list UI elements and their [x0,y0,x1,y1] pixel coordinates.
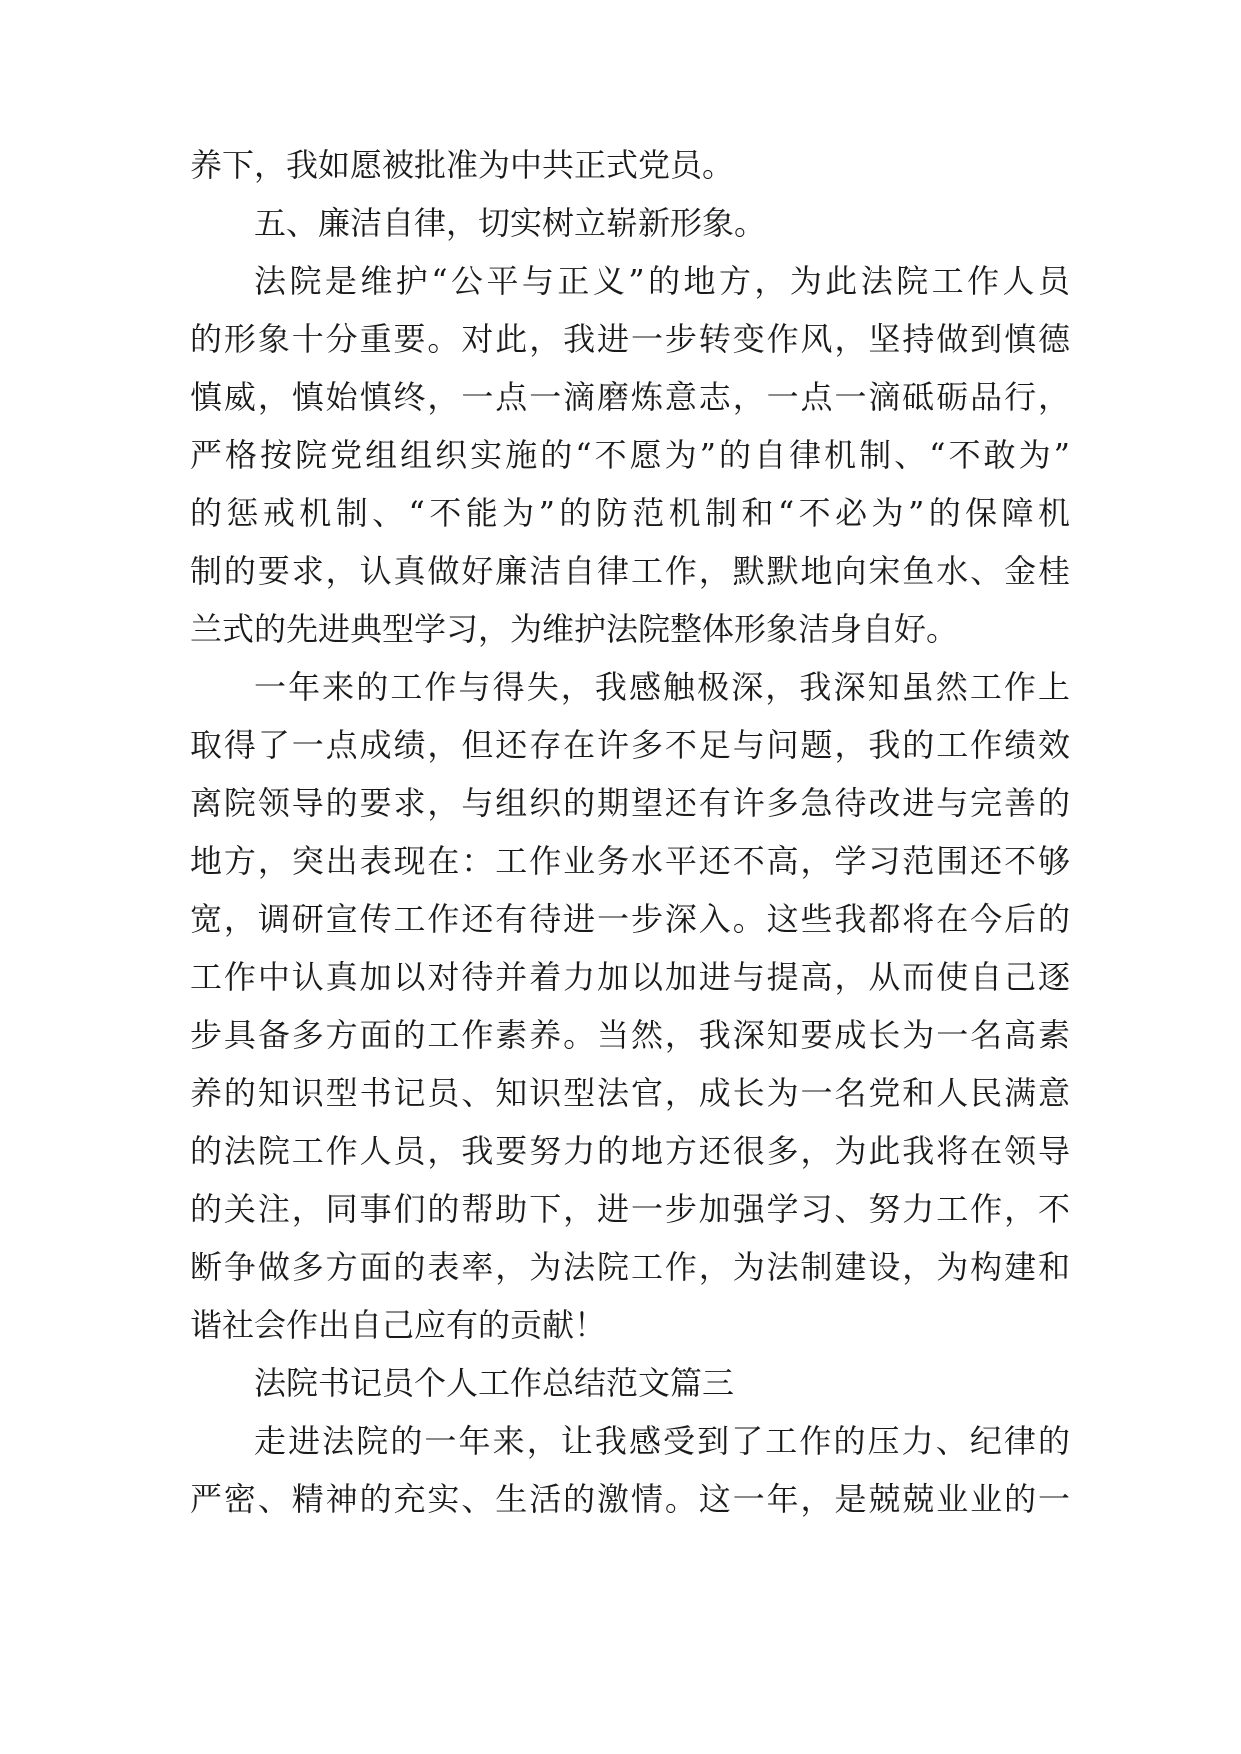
text-line: 地方，突出表现在：工作业务水平还不高，学习范围还不够 [190,842,1070,880]
text-line: 慎威，慎始慎终，一点一滴磨炼意志，一点一滴砥砺品行， [190,378,1070,416]
text-line: 严格按院党组组织实施的“不愿为”的自律机制、“不敢为” [190,436,1070,474]
text-line: 取得了一点成绩，但还存在许多不足与问题，我的工作绩效 [190,726,1070,764]
text-line: 一年来的工作与得失，我感触极深，我深知虽然工作上 [254,668,1070,706]
text-line: 的形象十分重要。对此，我进一步转变作风，坚持做到慎德 [190,320,1070,358]
text-line: 宽，调研宣传工作还有待进一步深入。这些我都将在今后的 [190,900,1070,938]
text-line: 制的要求，认真做好廉洁自律工作，默默地向宋鱼水、金桂 [190,552,1070,590]
text-line: 的关注，同事们的帮助下，进一步加强学习、努力工作，不 [190,1190,1070,1228]
text-line: 谐社会作出自己应有的贡献！ [190,1306,607,1344]
text-line: 走进法院的一年来，让我感受到了工作的压力、纪律的 [254,1422,1070,1460]
text-line: 养下，我如愿被批准为中共正式党员。 [190,146,735,184]
text-line: 严密、精神的充实、生活的激情。这一年，是兢兢业业的一 [190,1480,1070,1518]
text-line: 离院领导的要求，与组织的期望还有许多急待改进与完善的 [190,784,1070,822]
text-line: 法院是维护“公平与正义”的地方，为此法院工作人员 [254,262,1070,300]
text-line: 步具备多方面的工作素养。当然，我深知要成长为一名高素 [190,1016,1070,1054]
text-line: 的惩戒机制、“不能为”的防范机制和“不必为”的保障机 [190,494,1070,532]
text-line: 兰式的先进典型学习，为维护法院整体形象洁身自好。 [190,610,959,648]
section-heading: 五、廉洁自律，切实树立崭新形象。 [254,204,767,242]
text-line: 养的知识型书记员、知识型法官，成长为一名党和人民满意 [190,1074,1070,1112]
section-heading: 法院书记员个人工作总结范文篇三 [254,1364,735,1402]
text-line: 工作中认真加以对待并着力加以加进与提高，从而使自己逐 [190,958,1070,996]
text-line: 的法院工作人员，我要努力的地方还很多，为此我将在领导 [190,1132,1070,1170]
text-line: 断争做多方面的表率，为法院工作，为法制建设，为构建和 [190,1248,1070,1286]
